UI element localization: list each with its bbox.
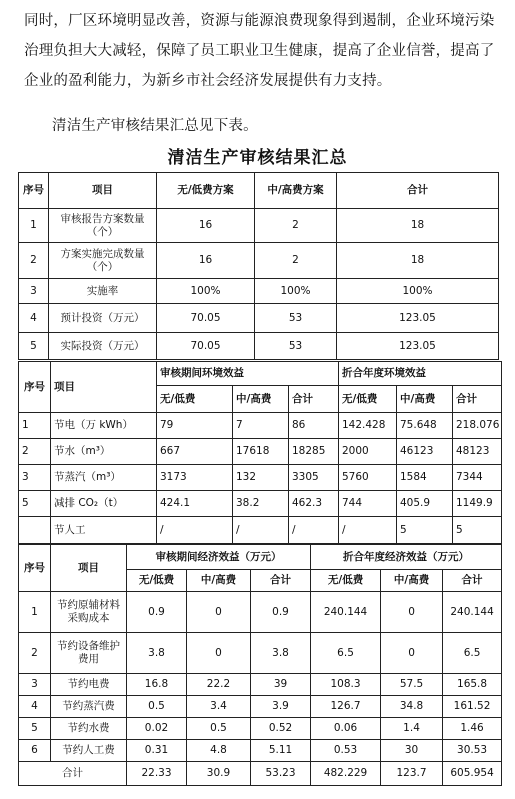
table-row xyxy=(19,740,502,762)
cell: 0 xyxy=(187,592,251,633)
cell: 0 xyxy=(187,633,251,674)
cell: 744 xyxy=(339,491,397,517)
cell: 605.954 xyxy=(443,762,502,786)
cell: 审核报告方案数量（个） xyxy=(49,209,157,243)
cell: 节约原辅材料采购成本 xyxy=(51,592,127,633)
cell: 2 xyxy=(255,243,337,279)
table-row xyxy=(19,696,502,718)
cell: 7344 xyxy=(453,465,502,491)
cell: 0.31 xyxy=(127,740,187,762)
cell: 5 xyxy=(19,718,51,740)
cell: 22.33 xyxy=(127,762,187,786)
cell: 86 xyxy=(289,413,339,439)
cell: 424.1 xyxy=(157,491,233,517)
cell: 5760 xyxy=(339,465,397,491)
cell: 5 xyxy=(19,333,49,360)
cell xyxy=(19,517,51,544)
subheader-total: 合计 xyxy=(289,386,339,413)
header-item: 项目 xyxy=(51,545,127,592)
cell: 节蒸汽（m³） xyxy=(51,465,157,491)
cell: 预计投资（万元） xyxy=(49,304,157,333)
cell: 3.4 xyxy=(187,696,251,718)
cell: 0 xyxy=(381,633,443,674)
header-seq: 序号 xyxy=(19,545,51,592)
table-header-row xyxy=(19,545,502,570)
cell: 123.05 xyxy=(337,304,499,333)
cell: / xyxy=(339,517,397,544)
cell: 132 xyxy=(233,465,289,491)
cell: 5 xyxy=(19,491,51,517)
cell: 123.05 xyxy=(337,333,499,360)
cell: 34.8 xyxy=(381,696,443,718)
cell: 17618 xyxy=(233,439,289,465)
cell: 16 xyxy=(157,243,255,279)
cell: 3.8 xyxy=(127,633,187,674)
cell: 30.53 xyxy=(443,740,502,762)
table-total-row xyxy=(19,762,502,786)
header-audit-period-econ: 审核期间经济效益（万元） xyxy=(127,545,311,570)
subheader-low: 无/低费 xyxy=(339,386,397,413)
cell: 3 xyxy=(19,465,51,491)
cell: 30.9 xyxy=(187,762,251,786)
cell: 实际投资（万元） xyxy=(49,333,157,360)
header-seq: 序号 xyxy=(19,173,49,209)
cell: 30 xyxy=(381,740,443,762)
subheader-high: 中/高费 xyxy=(381,570,443,592)
cell: 0.9 xyxy=(127,592,187,633)
table-row xyxy=(19,279,499,304)
header-total: 合计 xyxy=(337,173,499,209)
cell: 1 xyxy=(19,413,51,439)
cell: 0.5 xyxy=(127,696,187,718)
table-row xyxy=(19,413,502,439)
economic-benefit-table xyxy=(18,544,502,786)
cell: 108.3 xyxy=(311,674,381,696)
cell: 100% xyxy=(255,279,337,304)
cell: 减排 CO₂（t） xyxy=(51,491,157,517)
cell: 节约蒸汽费 xyxy=(51,696,127,718)
cell: 3 xyxy=(19,674,51,696)
cell: 节约人工费 xyxy=(51,740,127,762)
table-row xyxy=(19,633,502,674)
cell: 100% xyxy=(157,279,255,304)
cell: 7 xyxy=(233,413,289,439)
plan-summary-table xyxy=(18,172,499,360)
header-high-cost: 中/高费方案 xyxy=(255,173,337,209)
cell: 4 xyxy=(19,304,49,333)
cell: 142.428 xyxy=(339,413,397,439)
cell: 482.229 xyxy=(311,762,381,786)
table-header-row xyxy=(19,362,502,386)
total-label: 合计 xyxy=(19,762,127,786)
subheader-low: 无/低费 xyxy=(311,570,381,592)
table-row xyxy=(19,465,502,491)
cell: 节人工 xyxy=(51,517,157,544)
cell: 4.8 xyxy=(187,740,251,762)
subheader-low: 无/低费 xyxy=(127,570,187,592)
cell: 70.05 xyxy=(157,333,255,360)
header-seq: 序号 xyxy=(19,362,51,413)
cell: / xyxy=(157,517,233,544)
cell: 6.5 xyxy=(311,633,381,674)
cell: 1584 xyxy=(397,465,453,491)
cell: 0.02 xyxy=(127,718,187,740)
cell: 1 xyxy=(19,209,49,243)
subheader-low: 无/低费 xyxy=(157,386,233,413)
header-annual-econ: 折合年度经济效益（万元） xyxy=(311,545,502,570)
cell: 18 xyxy=(337,209,499,243)
cell: 38.2 xyxy=(233,491,289,517)
cell: 1 xyxy=(19,592,51,633)
cell: 39 xyxy=(251,674,311,696)
cell: 节约电费 xyxy=(51,674,127,696)
cell: 16 xyxy=(157,209,255,243)
cell: 100% xyxy=(337,279,499,304)
cell: 节约水费 xyxy=(51,718,127,740)
cell: 5.11 xyxy=(251,740,311,762)
table-row xyxy=(19,439,502,465)
cell: 123.7 xyxy=(381,762,443,786)
cell: 2 xyxy=(19,439,51,465)
cell: 53 xyxy=(255,304,337,333)
cell: 2 xyxy=(19,633,51,674)
cell: 1.4 xyxy=(381,718,443,740)
cell: 18 xyxy=(337,243,499,279)
cell: 240.144 xyxy=(311,592,381,633)
cell: 1.46 xyxy=(443,718,502,740)
cell: 46123 xyxy=(397,439,453,465)
header-audit-period-env: 审核期间环境效益 xyxy=(157,362,339,386)
header-annual-env: 折合年度环境效益 xyxy=(339,362,502,386)
cell: 18285 xyxy=(289,439,339,465)
cell: 79 xyxy=(157,413,233,439)
cell: 57.5 xyxy=(381,674,443,696)
table-row xyxy=(19,243,499,279)
table-row xyxy=(19,333,499,360)
header-low-cost: 无/低费方案 xyxy=(157,173,255,209)
cell: 4 xyxy=(19,696,51,718)
cell: 实施率 xyxy=(49,279,157,304)
intro-paragraph: 同时，厂区环境明显改善，资源与能源浪费现象得到遏制，企业环境污染治理负担大大减轻，保障了员工职业卫生健康，提高了企业信誉，提高了企业的盈利能力，为新乡市社会经济发展提供有力支持。 xyxy=(24,13,495,89)
header-item: 项目 xyxy=(49,173,157,209)
table-title: 清洁生产审核结果汇总 xyxy=(167,148,348,168)
cell: 0.06 xyxy=(311,718,381,740)
table-row xyxy=(19,491,502,517)
subheader-total: 合计 xyxy=(251,570,311,592)
cell: 165.8 xyxy=(443,674,502,696)
cell: 3305 xyxy=(289,465,339,491)
table-row xyxy=(19,209,499,243)
cell: 方案实施完成数量（个） xyxy=(49,243,157,279)
cell: 3 xyxy=(19,279,49,304)
table-row xyxy=(19,517,502,544)
cell: 462.3 xyxy=(289,491,339,517)
cell: 节水（m³） xyxy=(51,439,157,465)
cell: 3.9 xyxy=(251,696,311,718)
cell: 0.5 xyxy=(187,718,251,740)
cell: 0.53 xyxy=(311,740,381,762)
cell: 16.8 xyxy=(127,674,187,696)
cell: 70.05 xyxy=(157,304,255,333)
cell: 3.8 xyxy=(251,633,311,674)
cell: 405.9 xyxy=(397,491,453,517)
table-intro-sentence: 清洁生产审核结果汇总见下表。 xyxy=(52,118,258,134)
cell: 2 xyxy=(19,243,49,279)
cell: 节约设备维护费用 xyxy=(51,633,127,674)
cell: 161.52 xyxy=(443,696,502,718)
cell: / xyxy=(289,517,339,544)
cell: 2000 xyxy=(339,439,397,465)
table-row xyxy=(19,718,502,740)
cell: 218.076 xyxy=(453,413,502,439)
table-row xyxy=(19,592,502,633)
cell: 5 xyxy=(397,517,453,544)
cell: 0 xyxy=(381,592,443,633)
cell: 6 xyxy=(19,740,51,762)
subheader-total: 合计 xyxy=(453,386,502,413)
cell: 126.7 xyxy=(311,696,381,718)
cell: 48123 xyxy=(453,439,502,465)
cell: 5 xyxy=(453,517,502,544)
cell: 3173 xyxy=(157,465,233,491)
cell: 667 xyxy=(157,439,233,465)
subheader-high: 中/高费 xyxy=(397,386,453,413)
cell: 53 xyxy=(255,333,337,360)
header-item: 项目 xyxy=(51,362,157,413)
table-header-row xyxy=(19,173,499,209)
cell: 节电（万 kWh） xyxy=(51,413,157,439)
cell: 75.648 xyxy=(397,413,453,439)
cell: 0.52 xyxy=(251,718,311,740)
cell: / xyxy=(233,517,289,544)
cell: 22.2 xyxy=(187,674,251,696)
subheader-high: 中/高费 xyxy=(187,570,251,592)
cell: 6.5 xyxy=(443,633,502,674)
table-row xyxy=(19,674,502,696)
subheader-total: 合计 xyxy=(443,570,502,592)
cell: 1149.9 xyxy=(453,491,502,517)
cell: 0.9 xyxy=(251,592,311,633)
table-row xyxy=(19,304,499,333)
cell: 240.144 xyxy=(443,592,502,633)
subheader-high: 中/高费 xyxy=(233,386,289,413)
cell: 53.23 xyxy=(251,762,311,786)
cell: 2 xyxy=(255,209,337,243)
environmental-benefit-table xyxy=(18,361,502,544)
